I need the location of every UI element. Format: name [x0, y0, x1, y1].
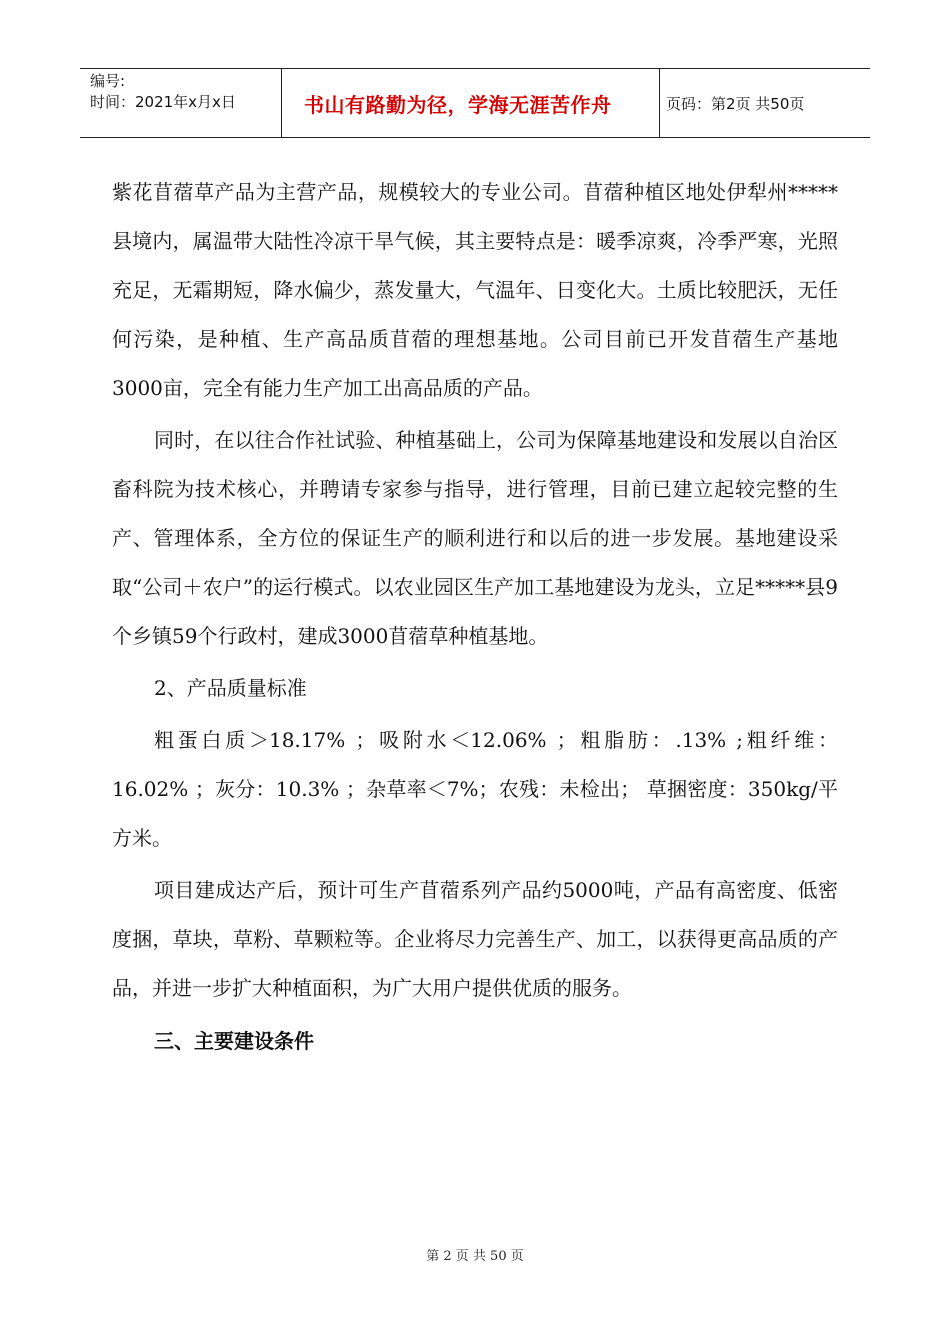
paragraph-production-output: 项目建成达产后，预计可生产苜蓿系列产品约5000吨，产品有高密度、低密度捆，草块，草粉、草颗粒等。企业将尽力完善生产、加工，以获得更高品质的产品，并进一步扩大种植面积，为广大用户提供优质的服务。	[112, 878, 838, 1000]
header-meta-cell	[80, 69, 282, 137]
header-table	[80, 68, 870, 138]
section-title-construction-conditions: 三、主要建设条件	[154, 1029, 314, 1053]
paragraph-quality-specs: 粗蛋白质＞18.17% ；吸附水＜12.06% ；粗脂肪：.13% ;粗纤维：16.02% ；灰分：10.3% ；杂草率＜7%；农残：未检出； 草捆密度：350kg/平方米。	[112, 728, 838, 850]
motto-text: 书山有路勤为径，学海无涯苦作舟	[304, 92, 612, 117]
number-label: 编号:	[90, 72, 126, 90]
subheading-quality-standard: 2、产品质量标准	[154, 676, 307, 700]
page-footer	[0, 1245, 950, 1264]
page-info: 页码：第2页 共50页	[666, 94, 805, 113]
time-label: 时间：2021年x月x日	[90, 93, 236, 111]
document-body	[112, 168, 838, 1066]
header-page-cell	[660, 69, 870, 137]
footer-page-number: 第 2 页 共 50 页	[426, 1249, 524, 1264]
paragraph-company-intro: 紫花苜蓿草产品为主营产品，规模较大的专业公司。苜蓿种植区地处伊犁州*****县境内，属温带大陆性冷凉干旱气候，其主要特点是：暖季凉爽，冷季严寒，光照充足，无霜期短，降水偏少，蒸发量大，气温年、日变化大。土质比较肥沃，无任何污染，是种植、生产高品质苜蓿的理想基地。公司目前已开发苜蓿生产基地3000亩，完全有能力生产加工出高品质的产品。	[112, 180, 838, 400]
paragraph-base-development: 同时，在以往合作社试验、种植基础上，公司为保障基地建设和发展以自治区畜科院为技术核心，并聘请专家参与指导，进行管理，目前已建立起较完整的生产、管理体系，全方位的保证生产的顺利进行和以后的进一步发展。基地建设采取“公司＋农户”的运行模式。以农业园区生产加工基地建设为龙头，立足*****县9个乡镇59个行政村，建成3000苜蓿草种植基地。	[112, 428, 838, 648]
header-motto-cell	[282, 69, 660, 137]
